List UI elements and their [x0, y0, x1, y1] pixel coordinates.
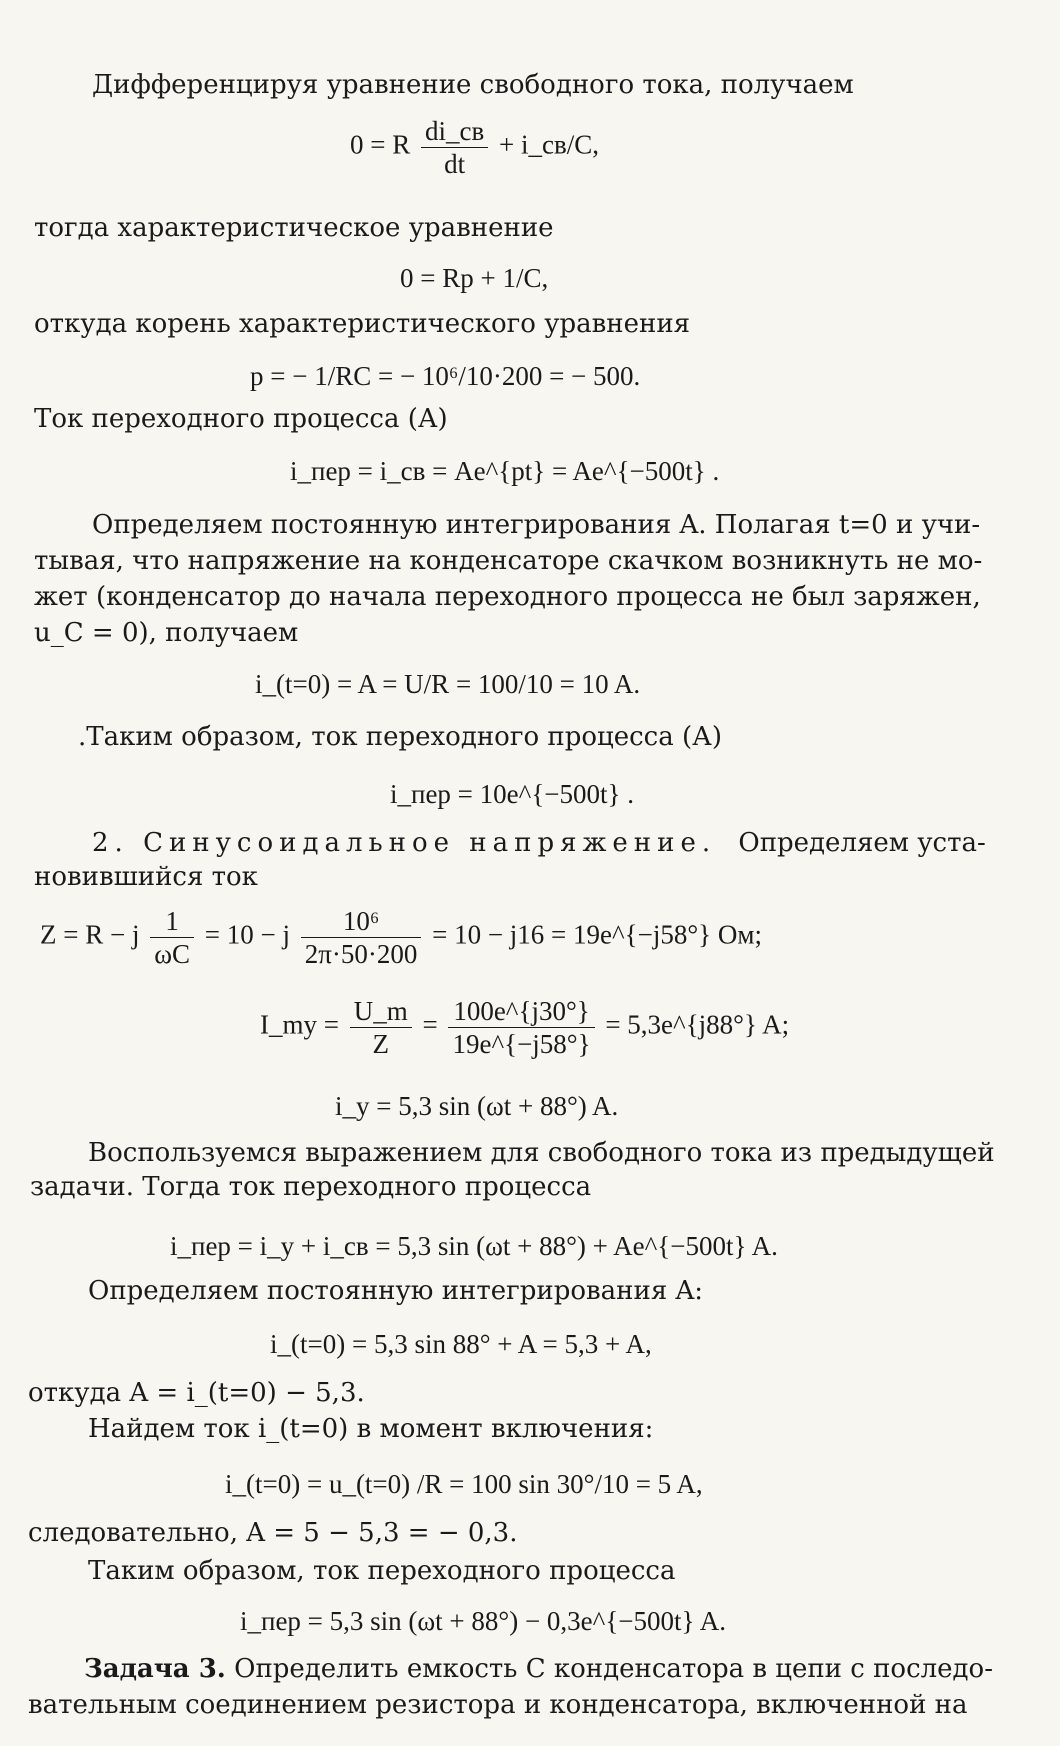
- text-line: .Таким образом, ток переходного процесса (А): [78, 722, 722, 752]
- fraction: [150, 905, 194, 970]
- problem-line: [84, 1654, 993, 1684]
- section-heading: 2. Синусоидальное напряжение.: [92, 828, 717, 858]
- fraction: [301, 905, 422, 970]
- text-line: Найдем ток i_(t=0) в момент включения:: [88, 1414, 654, 1444]
- fraction: [350, 995, 412, 1060]
- fraction-numerator: U_m: [350, 995, 412, 1028]
- formula-transient-sum: i_пер = i_y + i_св = 5,3 sin (ωt + 88°) + Ae^{−500t} A.: [170, 1231, 778, 1261]
- formula-impedance: [40, 905, 762, 970]
- formula-final-transient: i_пер = 5,3 sin (ωt + 88°) − 0,3e^{−500t} A.: [240, 1606, 726, 1636]
- section-heading-line: [92, 828, 986, 858]
- formula-initial-current: i_(t=0) = A = U/R = 100/10 = 10 A.: [255, 669, 641, 699]
- text-line: задачи. Тогда ток переходного процесса: [30, 1172, 592, 1202]
- formula-transient-result: i_пер = 10e^{−500t} .: [390, 779, 634, 809]
- formula-part: Z = R − j: [40, 919, 140, 950]
- formula-part: = 10 − j: [204, 919, 290, 950]
- formula-root: p = − 1/RC = − 10⁶/10·200 = − 500.: [250, 361, 641, 391]
- formula-part: = 10 − j16 = 19e^{−j58°} Ом;: [432, 919, 762, 950]
- fraction-numerator: 10⁶: [301, 905, 422, 938]
- text-line: Определяем постоянную интегрирования A:: [88, 1276, 704, 1306]
- text-line: откуда корень характеристического уравнения: [34, 309, 691, 339]
- fraction-denominator: Z: [372, 1029, 389, 1059]
- formula-part: I_my =: [260, 1009, 339, 1040]
- text-line: откуда A = i_(t=0) − 5,3.: [28, 1378, 365, 1408]
- text-line: u_C = 0), получаем: [34, 618, 299, 648]
- formula-free-current-derivative: [350, 115, 599, 180]
- formula-constant: i_(t=0) = 5,3 sin 88° + A = 5,3 + A,: [270, 1329, 652, 1359]
- text-line: Дифференцируя уравнение свободного тока, получаем: [92, 70, 854, 100]
- text-fragment: Определить емкость C конденсатора в цепи с последо-: [234, 1654, 993, 1684]
- text-line: вательным соединением резистора и конденсатора, включенной на: [28, 1690, 968, 1720]
- text-line: новившийся ток: [34, 862, 258, 892]
- text-line: жет (конденсатор до начала переходного процесса не был заряжен,: [34, 582, 981, 612]
- formula-characteristic-equation: 0 = Rp + 1/C,: [400, 263, 549, 293]
- fraction-denominator: ωC: [154, 939, 190, 969]
- problem-label: Задача 3.: [84, 1654, 226, 1684]
- text-line: Таким образом, ток переходного процесса: [88, 1556, 676, 1586]
- text-fragment: Определяем уста-: [738, 828, 986, 858]
- formula-part: = 5,3e^{j88°} A;: [605, 1009, 790, 1040]
- fraction-numerator: 100e^{j30°}: [448, 995, 594, 1028]
- text-line: Воспользуемся выражением для свободного тока из предыдущей: [88, 1138, 995, 1168]
- formula-part: 0 = R: [350, 129, 411, 160]
- fraction-denominator: dt: [444, 149, 466, 179]
- text-line: тывая, что напряжение на конденсаторе скачком возникнуть не мо-: [34, 546, 983, 576]
- fraction-numerator: 1: [150, 905, 194, 938]
- fraction: [448, 995, 594, 1060]
- formula-switching-current: i_(t=0) = u_(t=0) /R = 100 sin 30°/10 = 5 A,: [225, 1469, 703, 1499]
- text-line: следовательно, A = 5 − 5,3 = − 0,3.: [28, 1518, 518, 1548]
- formula-part: =: [422, 1009, 438, 1040]
- fraction-numerator: di_св: [421, 115, 488, 148]
- fraction-denominator: 2π·50·200: [304, 939, 418, 969]
- formula-transient-current: i_пер = i_св = Ae^{pt} = Ae^{−500t} .: [290, 456, 720, 486]
- formula-steady-current: i_y = 5,3 sin (ωt + 88°) A.: [335, 1091, 619, 1121]
- formula-steady-current-amplitude: [260, 995, 789, 1060]
- text-line: тогда характеристическое уравнение: [34, 213, 554, 243]
- fraction-denominator: 19e^{−j58°}: [452, 1029, 591, 1059]
- text-line: Определяем постоянную интегрирования A. Полагая t=0 и учи-: [92, 510, 981, 540]
- fraction: [421, 115, 488, 180]
- formula-part: + i_св/C,: [498, 129, 599, 160]
- text-line: Ток переходного процесса (А): [34, 404, 448, 434]
